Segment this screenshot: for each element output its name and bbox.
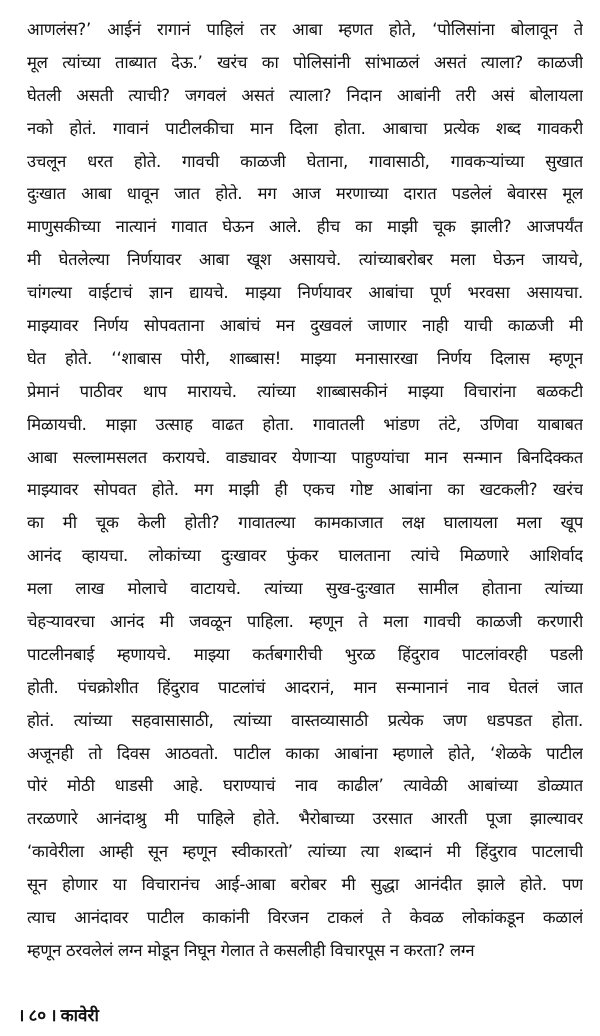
page-footer <box>18 1004 103 1028</box>
page-body-text <box>27 14 583 968</box>
text-line: चेहऱ्यावरचा आनंद मी जवळून पाहिला. म्हणून ते मला गावची काळजी करणारी <box>27 612 583 632</box>
text-line: त्याच आनंदावर पाटील काकांनी विरजन टाकलं ते केवळ लोकांकडून कळालं <box>27 908 583 928</box>
text-line: आबा सल्लामसलत करायचे. वाड्यावर येणाऱ्या पाहुण्यांचा मान सन्मान बिनदिक्कत <box>27 447 583 467</box>
text-line: प्रेमानं पाठीवर थाप मारायचे. त्यांच्या शाब्बासकीनं माझ्या विचारांना बळकटी <box>27 381 583 401</box>
text-line: अजूनही तो दिवस आठवतो. पाटील काका आबांना म्हणाले होते, ‘शेळके पाटील <box>27 743 583 763</box>
text-line: पोरं मोठी धाडसी आहे. घराण्याचं नाव काढील’ त्यावेळी आबांच्या डोळ्यात <box>27 776 583 796</box>
text-line: मला लाख मोलाचे वाटायचे. त्यांच्या सुख-दुःखात सामील होताना त्यांच्या <box>27 579 583 599</box>
text-line: माझ्यावर सोपवत होते. मग माझी ही एकच गोष्ट आबांना का खटकली? खरंच <box>27 480 583 500</box>
text-line: म्हणून ठरवलेलं लग्न मोडून निघून गेलात ते कसलीही विचारपूस न करता? लग्न <box>27 940 475 960</box>
text-line: ‘कावेरीला आम्ही सून म्हणून स्वीकारतो’ त्यांच्या त्या शब्दानं मी हिंदुराव पाटलाची <box>27 842 583 862</box>
text-line: होतं. त्यांच्या सहवासासाठी, त्यांच्या वास्तव्यासाठी प्रत्येक जण धडपडत होता. <box>27 710 583 730</box>
text-line: नको होतं. गावानं पाटीलकीचा मान दिला होता. आबाचा प्रत्येक शब्द गावकरी <box>27 118 583 138</box>
text-line: माझ्यावर निर्णय सोपवताना आबांचं मन दुखवलं जाणार नाही याची काळजी मी <box>27 316 583 336</box>
page-number: ८० <box>28 1006 47 1026</box>
text-line: तरळणारे आनंदाश्रु मी पाहिले होते. भैरोबाच्या उरसात आरती पूजा झाल्यावर <box>27 809 583 829</box>
text-line: आनंद व्हायचा. लोकांच्या दुःखावर फुंकर घालताना त्यांचे मिळणारे आशिर्वाद <box>27 546 583 566</box>
text-line: मी घेतलेल्या निर्णयावर आबा खूश असायचे. त्यांच्याबरोबर मला घेऊन जायचे, <box>27 250 583 270</box>
text-line: मिळायची. माझा उत्साह वाढत होता. गावातली भांडण तंटे, उणिवा याबाबत <box>27 414 583 434</box>
text-line: आणलंस?’ आईनं रागानं पाहिलं तर आबा म्हणत होते, ‘पोलिसांना बोलावून ते <box>27 20 583 39</box>
text-line: मूल त्यांच्या ताब्यात देऊ.’ खरंच का पोलिसांनी सांभाळलं असतं त्याला? काळजी <box>27 52 583 72</box>
text-line: सून होणार या विचारानंच आई-आबा बरोबर मी सुद्धा आनंदीत झाले होते. पण <box>27 875 583 895</box>
text-line: का मी चूक केली होती? गावातल्या कामकाजात लक्ष घालायला मला खूप <box>27 513 583 533</box>
text-line: घेत होते. ‘‘शाबास पोरी, शाब्बास! माझ्या मनासारखा निर्णय दिलास म्हणून <box>27 348 583 368</box>
footer-separator-left: । <box>18 1006 25 1026</box>
footer-separator-right: । <box>50 1006 57 1026</box>
text-line: माणुसकीच्या नात्यानं गावात घेऊन आले. हीच का माझी चूक झाली? आजपर्यंत <box>27 217 583 237</box>
text-line: घेतली असती त्याची? जगवलं असतं त्याला? निदान आबांनी तरी असं बोलायला <box>27 85 583 105</box>
text-line: उचलून धरत होते. गावची काळजी घेताना, गावासाठी, गावकऱ्यांच्या सुखात <box>27 151 583 171</box>
book-title: कावेरी <box>60 1006 99 1026</box>
text-line: होती. पंचक्रोशीत हिंदुराव पाटलांचं आदरानं, मान सन्मानानं नाव घेतलं जात <box>27 677 583 697</box>
text-line: दुःखात आबा धावून जात होते. मग आज मरणाच्या दारात पडलेलं बेवारस मूल <box>27 184 583 204</box>
text-line: चांगल्या वाईटाचं ज्ञान द्यायचे. माझ्या निर्णयावर आबांचा पूर्ण भरवसा असायचा. <box>27 283 583 303</box>
text-line: पाटलीनबाई म्हणायचे. माझ्या कर्तबगारीची भुरळ हिंदुराव पाटलांवरही पडली <box>27 644 583 664</box>
